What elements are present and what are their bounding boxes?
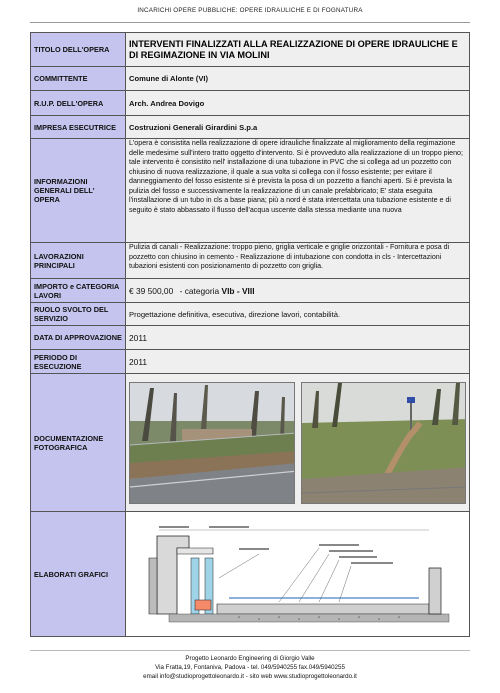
label-impresa: IMPRESA ESECUTRICE — [31, 116, 126, 139]
value-informazioni — [126, 139, 470, 243]
value-documentazione — [126, 374, 470, 512]
value-rup: Arch. Andrea Dovigo — [126, 91, 470, 116]
footer — [0, 654, 500, 681]
row-importo — [31, 279, 470, 303]
lavorazioni-text: Pulizia di canali - Realizzazione: troppo pieno, griglia verticale e griglie orizzontali - Fornitura e posa di pozzetto con chiusino in cemento - Realizzazione di intubazione con condotta in cls - Intercettazioni tubazioni esistenti con posizionamento di pozzetto con griglia. — [129, 243, 450, 270]
label-titolo: TITOLO DELL'OPERA — [31, 33, 126, 67]
site-photo-road-canal — [129, 382, 295, 504]
document-header: INCARICHI OPERE PUBBLICHE: OPERE IDRAULICHE E DI FOGNATURA — [137, 7, 363, 14]
value-elaborati — [126, 512, 470, 637]
label-ruolo: RUOLO SVOLTO DEL SERVIZIO — [31, 303, 126, 326]
value-periodo: 2011 — [126, 350, 470, 374]
row-periodo — [31, 350, 470, 374]
row-informazioni — [31, 139, 470, 243]
label-elaborati: ELABORATI GRAFICI — [31, 512, 126, 637]
photo-road-canal-image — [130, 383, 295, 503]
label-importo: IMPORTO e CATEGORIA LAVORI — [31, 279, 126, 303]
row-data — [31, 326, 470, 350]
row-titolo — [31, 33, 470, 67]
label-committente: COMMITTENTE — [31, 67, 126, 91]
row-lavorazioni — [31, 243, 470, 279]
row-committente — [31, 67, 470, 91]
value-titolo — [126, 33, 470, 67]
label-data: DATA DI APPROVAZIONE — [31, 326, 126, 350]
row-documentazione — [31, 374, 470, 512]
row-rup — [31, 91, 470, 116]
project-sheet-table — [30, 32, 470, 637]
row-ruolo — [31, 303, 470, 326]
label-documentazione: DOCUMENTAZIONE FOTOGRAFICA — [31, 374, 126, 512]
importo-category: VIb - VIII — [221, 285, 255, 296]
label-periodo: PERIODO DI ESECUZIONE — [31, 350, 126, 374]
informazioni-text: L'opera è consistita nella realizzazione di opere idrauliche finalizzate al miglioramento della regimazione delle medesime sull'intero tratto oggetto d'intervento. Si è provveduto alla realizzazione di un troppo pieno; tale intervento è consistito nell' installazione di una tubazione in PVC che si collega ad un pozzetto con chiusino di nuova realizzazione, il quale a sua volta si collega con il fosso esistente; per evitare il danneggiamento del fosso esistente si è prevista la posa di un pozzetto a fianchi aperti. Si è prevista la pulizia del fosso e successivamente la realizzazione di un canale prefabbricato; E' stata eseguita l'installazione di un tubo in cls a base piana; più a nord è stata intercettata una tubazione esistente e di seguito è stato abbassato il flusso dell'acqua uscente dalla stessa mediante una nuova — [129, 139, 463, 214]
photo-dirt-path-image — [302, 383, 467, 503]
value-ruolo: Progettazione definitiva, esecutiva, direzione lavori, contabilità. — [126, 303, 470, 326]
importo-category-prefix: - categoria — [179, 285, 220, 296]
project-title: INTERVENTI FINALIZZATI ALLA REALIZZAZIONE DI OPERE IDRAULICHE E DI REGIMAZIONE IN VIA MOLINI — [129, 38, 458, 60]
label-lavorazioni: LAVORAZIONI PRINCIPALI — [31, 243, 126, 279]
label-rup: R.U.P. DELL'OPERA — [31, 91, 126, 116]
footer-rule — [30, 650, 470, 651]
footer-contacts: email info@studioprogettoleonardo.it - sito web www.studioprogettoleonardo.it — [143, 673, 357, 680]
value-data: 2011 — [126, 326, 470, 350]
value-committente: Comune di Alonte (VI) — [126, 67, 470, 91]
row-elaborati — [31, 512, 470, 637]
value-impresa: Costruzioni Generali Girardini S.p.a — [126, 116, 470, 139]
footer-address: Via Fratta,19, Fontaniva, Padova - tel. 049/5940255 fax.049/5940255 — [155, 664, 345, 671]
photo-gallery — [129, 382, 466, 504]
footer-company: Progetto Leonardo Engineering di Giorgio Valle — [185, 655, 315, 662]
site-photo-dirt-path — [301, 382, 467, 504]
value-lavorazioni — [126, 243, 470, 279]
technical-drawing — [129, 518, 469, 630]
label-informazioni: INFORMAZIONI GENERALI DELL' OPERA — [31, 139, 126, 243]
header-rule — [30, 22, 470, 23]
importo-amount: € 39 500,00 — [129, 285, 174, 296]
row-impresa — [31, 116, 470, 139]
value-importo — [126, 279, 470, 303]
